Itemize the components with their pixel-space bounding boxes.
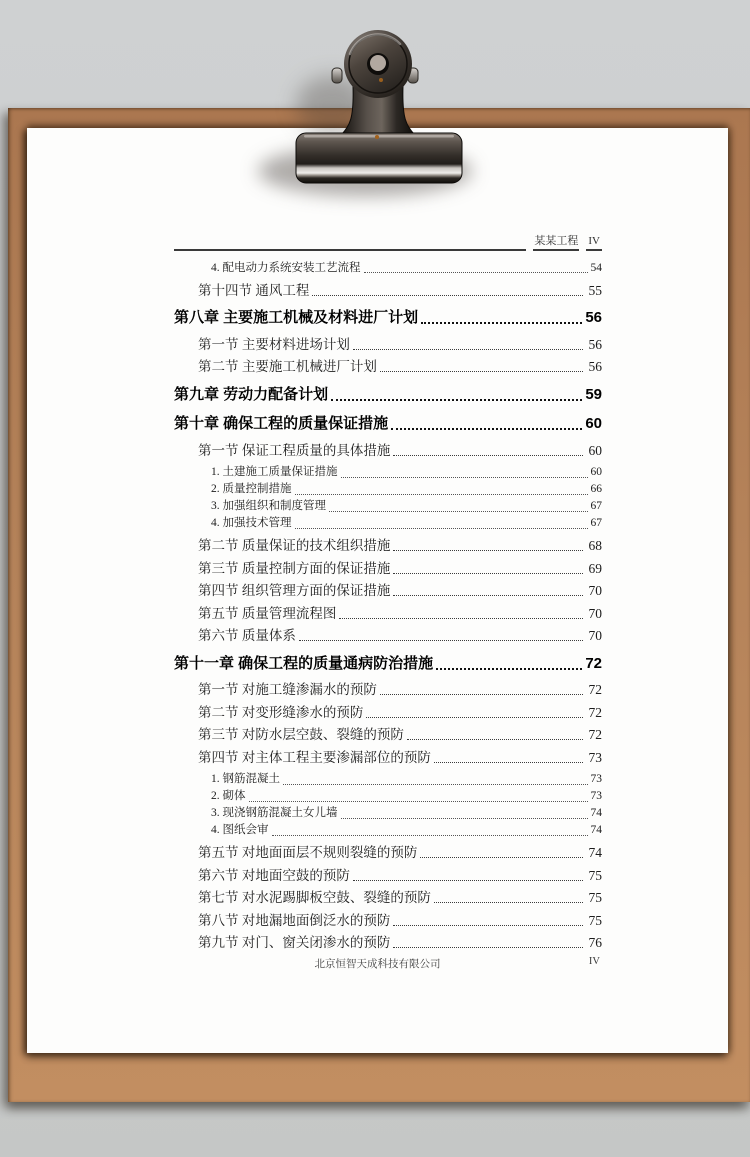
toc-entry: [174, 681, 602, 698]
header-rule: [174, 235, 526, 251]
toc-entry: [174, 481, 602, 498]
toc-entry-title: 第十一章 确保工程的质量通病防治措施: [174, 654, 434, 672]
toc-entry-page: 54: [590, 261, 602, 274]
header-page-number: IV: [586, 233, 602, 251]
toc-entry-page: 75: [588, 890, 602, 905]
dot-leader: [434, 902, 583, 903]
toc-entry: [174, 282, 602, 299]
toc-entry: [174, 605, 602, 622]
toc-entry: [174, 889, 602, 906]
toc-entry-page: 72: [585, 654, 602, 672]
toc-entry-title: 第四节 组织管理方面的保证措施: [198, 583, 391, 598]
dot-leader: [272, 835, 588, 836]
toc-entry-page: 60: [590, 466, 602, 478]
toc-entry: [174, 358, 602, 375]
toc-entry-page: 67: [590, 500, 602, 512]
toc-entry-page: 74: [590, 807, 602, 819]
toc-entry-page: 70: [588, 605, 602, 621]
toc-entry: [174, 442, 602, 459]
dot-leader: [393, 925, 582, 926]
toc-entry-title: 第六节 对地面空鼓的预防: [198, 867, 350, 883]
footer-company: 北京恒智天成科技有限公司: [314, 959, 441, 970]
toc-entry-title: 4. 配电动力系统安装工艺流程: [211, 261, 361, 274]
toc-entry-page: 74: [590, 824, 602, 836]
footer-page-number: IV: [588, 956, 600, 967]
dot-leader: [393, 595, 582, 596]
toc-entry: [174, 385, 602, 405]
dot-leader: [436, 668, 582, 670]
toc-entry-title: 第四节 对主体工程主要渗漏部位的预防: [198, 749, 431, 765]
toc-entry-page: 75: [588, 912, 602, 928]
binder-clip-icon: [250, 8, 500, 198]
toc-entry: [174, 771, 602, 788]
toc-entry: [174, 867, 602, 884]
toc-entry-page: 59: [585, 385, 602, 403]
toc-entry: [174, 582, 602, 599]
toc-entry-page: 72: [588, 704, 602, 720]
toc-entry: [174, 805, 602, 822]
toc-entry-title: 4. 加强技术管理: [211, 517, 292, 529]
dot-leader: [393, 947, 582, 948]
clip-body: [296, 133, 462, 183]
toc-entry: [174, 464, 602, 481]
toc-entry-title: 4. 图纸会审: [211, 824, 269, 836]
toc-entry-title: 第一节 保证工程质量的具体措施: [198, 442, 391, 458]
toc-entry-title: 第二节 对变形缝渗水的预防: [198, 704, 364, 720]
toc-entry-title: 1. 土建施工质量保证措施: [211, 466, 338, 478]
dot-leader: [393, 573, 582, 574]
toc-entry: [174, 308, 602, 328]
toc-entry: [174, 822, 602, 839]
toc-entry-page: 74: [588, 845, 602, 860]
toc-entry-page: 73: [588, 749, 602, 765]
toc-entry: [174, 912, 602, 929]
dot-leader: [393, 455, 582, 456]
dot-leader: [353, 349, 583, 350]
toc-entry-page: 66: [590, 483, 602, 495]
toc-entry-page: 67: [590, 517, 602, 529]
toc-entry-title: 第一节 对施工缝渗漏水的预防: [198, 682, 377, 697]
toc-entry-page: 60: [585, 415, 602, 432]
toc-entry-title: 第二节 质量保证的技术组织措施: [198, 538, 391, 553]
toc-entry: [174, 515, 602, 532]
toc-entry-page: 70: [588, 628, 602, 643]
toc-entry-title: 第八章 主要施工机械及材料进厂计划: [174, 309, 419, 326]
dot-leader: [295, 494, 588, 495]
toc-entry-page: 69: [588, 560, 602, 576]
dot-leader: [329, 511, 588, 512]
toc-entry-page: 55: [588, 282, 602, 298]
dot-leader: [420, 857, 582, 858]
dot-leader: [380, 371, 583, 372]
toc-entry: [174, 934, 602, 951]
toc-entry-title: 第二节 主要施工机械进厂计划: [198, 359, 377, 374]
toc-entry: [174, 336, 602, 353]
page-footer: [27, 956, 728, 974]
dot-leader: [380, 694, 583, 695]
toc-entry-title: 3. 加强组织和制度管理: [211, 500, 326, 512]
toc-entry-title: 第九节 对门、窗关闭渗水的预防: [198, 935, 391, 950]
document-paper: [27, 128, 728, 1053]
dot-leader: [353, 880, 583, 881]
toc-entry-page: 72: [588, 727, 602, 742]
dot-leader: [407, 739, 583, 740]
toc-entry-title: 第六节 质量体系: [198, 628, 296, 643]
toc-entry-title: 第十章 确保工程的质量保证措施: [174, 415, 389, 432]
dot-leader: [339, 618, 582, 619]
toc-entry-page: 68: [588, 538, 602, 553]
dot-leader: [295, 528, 588, 529]
toc-entry: [174, 749, 602, 766]
header-project-label: 某某工程: [533, 233, 579, 251]
toc-entry-title: 2. 砌体: [211, 790, 246, 802]
dot-leader: [434, 762, 583, 763]
toc-entry-page: 60: [588, 442, 602, 458]
toc-entry: [174, 498, 602, 515]
toc-entry-page: 56: [588, 336, 602, 352]
dot-leader: [364, 272, 588, 273]
dot-leader: [249, 801, 588, 802]
toc-entry: [174, 537, 602, 554]
toc-entry: [174, 844, 602, 861]
dot-leader: [391, 428, 582, 430]
toc-entry-title: 3. 现浇钢筋混凝土女儿墙: [211, 807, 338, 819]
toc-entry-title: 第五节 对地面面层不规则裂缝的预防: [198, 845, 418, 860]
toc-entry-page: 70: [588, 583, 602, 598]
toc-list: [174, 259, 602, 957]
toc-entry: [174, 788, 602, 805]
toc-entry: [174, 704, 602, 721]
dot-leader: [366, 717, 582, 718]
toc-entry: [174, 560, 602, 577]
toc-entry-page: 76: [588, 935, 602, 950]
toc-entry-page: 56: [588, 359, 602, 374]
dot-leader: [341, 818, 588, 819]
toc-entry-title: 第七节 对水泥踢脚板空鼓、裂缝的预防: [198, 890, 431, 905]
dot-leader: [421, 322, 582, 324]
toc-entry: [174, 414, 602, 434]
toc-entry-title: 第九章 劳动力配备计划: [174, 385, 329, 403]
dot-leader: [312, 295, 582, 296]
toc-entry: [174, 260, 602, 277]
page-header: [174, 233, 602, 251]
dot-leader: [299, 640, 583, 641]
toc-entry-title: 第三节 对防水层空鼓、裂缝的预防: [198, 727, 404, 742]
toc-entry-page: 73: [590, 790, 602, 802]
toc-entry-page: 56: [585, 309, 602, 326]
toc-entry-title: 1. 钢筋混凝土: [211, 773, 280, 785]
toc-entry-page: 73: [590, 773, 602, 785]
clip-knob: [344, 30, 412, 98]
toc-entry: [174, 654, 602, 674]
toc-entry-page: 75: [588, 867, 602, 883]
toc-entry-title: 2. 质量控制措施: [211, 483, 292, 495]
dot-leader: [331, 399, 582, 401]
toc-entry-title: 第一节 主要材料进场计划: [198, 336, 350, 352]
dot-leader: [393, 550, 582, 551]
dot-leader: [341, 477, 588, 478]
toc-entry-page: 72: [588, 682, 602, 697]
dot-leader: [283, 784, 588, 785]
toc-entry-title: 第十四节 通风工程: [198, 282, 310, 298]
toc-entry-title: 第五节 质量管理流程图: [198, 605, 337, 621]
toc-entry-title: 第三节 质量控制方面的保证措施: [198, 560, 391, 576]
toc-entry: [174, 627, 602, 644]
toc-entry: [174, 726, 602, 743]
toc-entry-title: 第八节 对地漏地面倒泛水的预防: [198, 912, 391, 928]
